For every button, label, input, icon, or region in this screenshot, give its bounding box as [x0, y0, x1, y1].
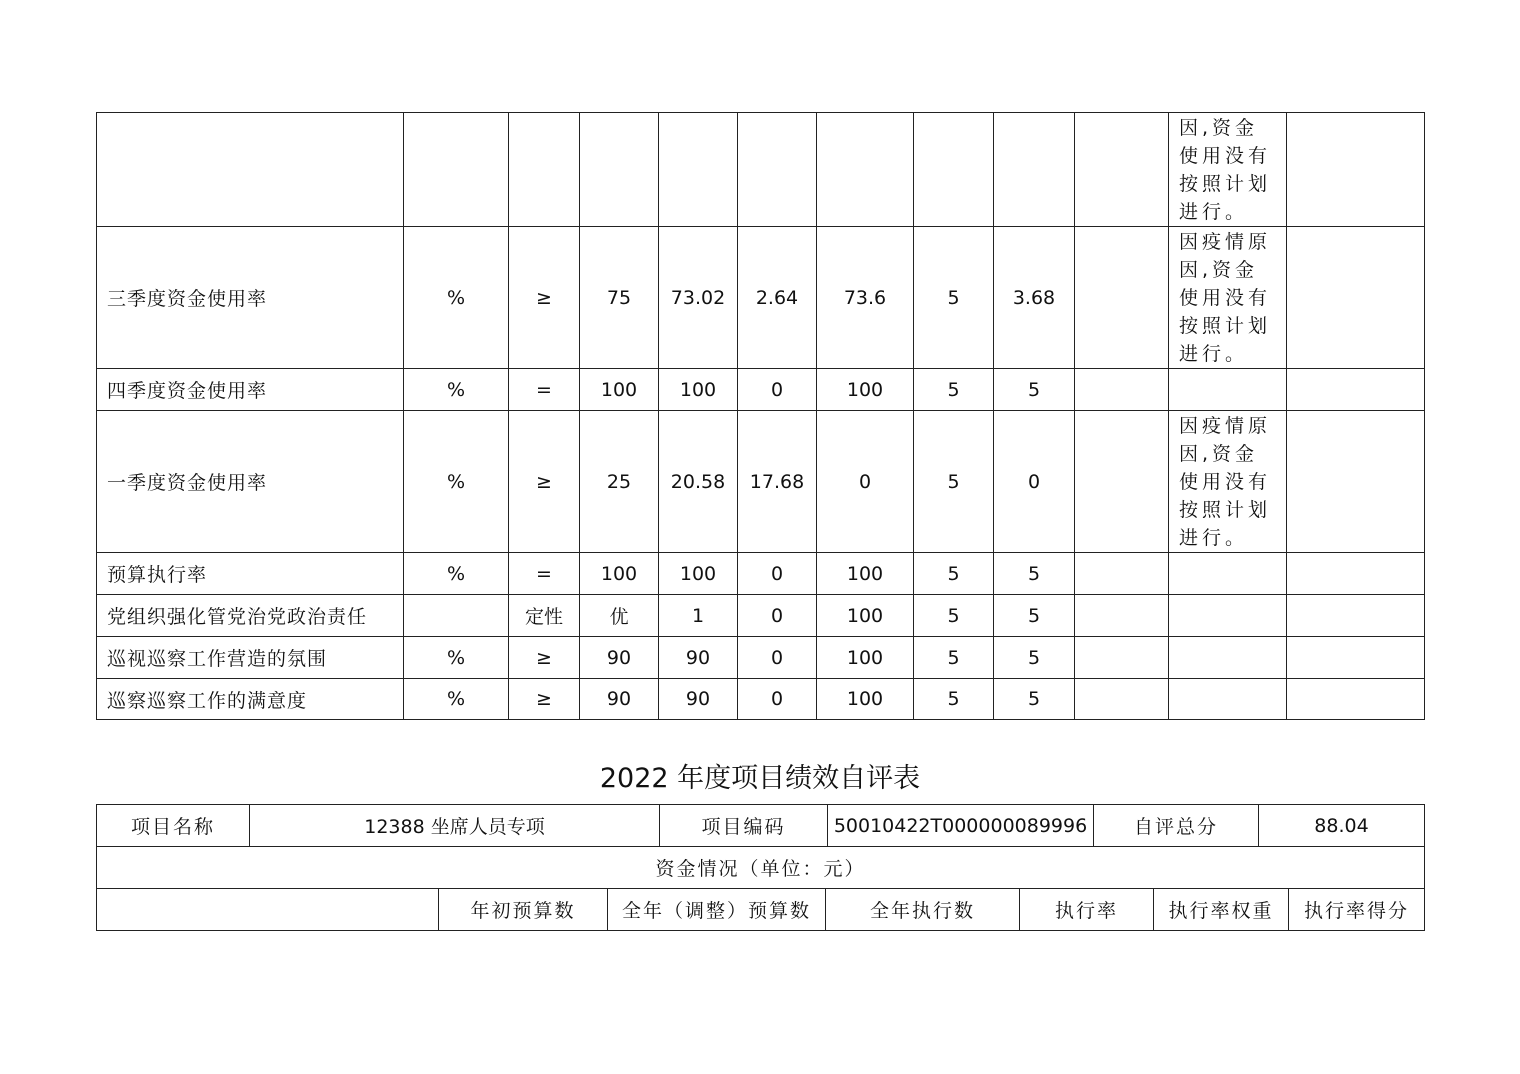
- target-cell: [580, 113, 659, 227]
- tail-cell: [1287, 637, 1425, 679]
- rate-cell: 0: [817, 411, 914, 553]
- extra-cell: [1075, 553, 1169, 595]
- actual-cell: 73.02: [659, 227, 738, 369]
- weight-cell: 5: [914, 595, 994, 637]
- score-cell: 5: [994, 637, 1075, 679]
- tail-cell: [1287, 113, 1425, 227]
- funds-column-rate: 执行率: [1020, 889, 1154, 931]
- unit-cell: [404, 595, 509, 637]
- funds-columns-row: [97, 889, 1425, 931]
- deviation-cell: 0: [738, 595, 817, 637]
- deviation-cell: [738, 113, 817, 227]
- unit-cell: %: [404, 553, 509, 595]
- rate-cell: [817, 113, 914, 227]
- target-cell: 优: [580, 595, 659, 637]
- indicator-cell: 四季度资金使用率: [97, 369, 404, 411]
- actual-cell: 90: [659, 637, 738, 679]
- rate-cell: 73.6: [817, 227, 914, 369]
- table-row: [97, 113, 1425, 227]
- indicator-cell: 一季度资金使用率: [97, 411, 404, 553]
- unit-cell: %: [404, 227, 509, 369]
- project-code-value: 50010422T000000089996: [828, 805, 1094, 847]
- tail-cell: [1287, 411, 1425, 553]
- actual-cell: 100: [659, 553, 738, 595]
- rate-cell: 100: [817, 369, 914, 411]
- deviation-cell: 17.68: [738, 411, 817, 553]
- indicator-cell: 巡察巡察工作的满意度: [97, 679, 404, 720]
- target-cell: 100: [580, 369, 659, 411]
- extra-cell: [1075, 113, 1169, 227]
- rate-cell: 100: [817, 637, 914, 679]
- operator-cell: ≥: [509, 679, 580, 720]
- table-row: [97, 553, 1425, 595]
- table-row: [97, 595, 1425, 637]
- note-cell: [1169, 553, 1287, 595]
- unit-cell: %: [404, 369, 509, 411]
- note-cell: 因,资金使用没有按照计划进行。: [1169, 113, 1287, 227]
- project-name-label: 项目名称: [97, 805, 250, 847]
- project-code-label: 项目编码: [660, 805, 828, 847]
- indicator-cell: 巡视巡察工作营造的氛围: [97, 637, 404, 679]
- tail-cell: [1287, 679, 1425, 720]
- unit-cell: %: [404, 679, 509, 720]
- rate-cell: 100: [817, 679, 914, 720]
- funds-column-adjusted-budget: 全年（调整）预算数: [608, 889, 826, 931]
- extra-cell: [1075, 595, 1169, 637]
- target-cell: 90: [580, 679, 659, 720]
- weight-cell: 5: [914, 553, 994, 595]
- score-cell: [994, 113, 1075, 227]
- extra-cell: [1075, 637, 1169, 679]
- actual-cell: 100: [659, 369, 738, 411]
- score-cell: 5: [994, 679, 1075, 720]
- table-row: [97, 227, 1425, 369]
- operator-cell: ≥: [509, 411, 580, 553]
- score-cell: 0: [994, 411, 1075, 553]
- tail-cell: [1287, 553, 1425, 595]
- deviation-cell: 2.64: [738, 227, 817, 369]
- weight-cell: 5: [914, 679, 994, 720]
- performance-indicator-table: [96, 112, 1425, 720]
- total-score-value: 88.04: [1259, 805, 1425, 847]
- actual-cell: 90: [659, 679, 738, 720]
- weight-cell: 5: [914, 227, 994, 369]
- note-cell: [1169, 637, 1287, 679]
- funds-column-rate-weight: 执行率权重: [1154, 889, 1289, 931]
- deviation-cell: 0: [738, 679, 817, 720]
- rate-cell: 100: [817, 595, 914, 637]
- target-cell: 75: [580, 227, 659, 369]
- operator-cell: =: [509, 553, 580, 595]
- operator-cell: ≥: [509, 227, 580, 369]
- note-cell: 因疫情原因,资金使用没有按照计划进行。: [1169, 411, 1287, 553]
- note-cell: [1169, 595, 1287, 637]
- project-name-value: 12388 坐席人员专项: [250, 805, 660, 847]
- unit-cell: [404, 113, 509, 227]
- unit-cell: %: [404, 411, 509, 553]
- extra-cell: [1075, 369, 1169, 411]
- indicator-cell: 党组织强化管党治党政治责任: [97, 595, 404, 637]
- indicator-cell: 三季度资金使用率: [97, 227, 404, 369]
- rate-cell: 100: [817, 553, 914, 595]
- table-row: [97, 637, 1425, 679]
- note-cell: [1169, 679, 1287, 720]
- deviation-cell: 0: [738, 553, 817, 595]
- actual-cell: [659, 113, 738, 227]
- form-title: 2022 年度项目绩效自评表: [599, 763, 921, 794]
- funds-column-blank: [97, 889, 439, 931]
- operator-cell: 定性: [509, 595, 580, 637]
- target-cell: 90: [580, 637, 659, 679]
- score-cell: 5: [994, 553, 1075, 595]
- funds-header-row: [97, 847, 1425, 889]
- weight-cell: [914, 113, 994, 227]
- funds-column-initial-budget: 年初预算数: [439, 889, 608, 931]
- funds-column-rate-score: 执行率得分: [1289, 889, 1425, 931]
- table-row: [97, 679, 1425, 720]
- tail-cell: [1287, 595, 1425, 637]
- score-cell: 5: [994, 369, 1075, 411]
- indicator-cell: 预算执行率: [97, 553, 404, 595]
- indicator-cell: [97, 113, 404, 227]
- operator-cell: =: [509, 369, 580, 411]
- deviation-cell: 0: [738, 369, 817, 411]
- unit-cell: %: [404, 637, 509, 679]
- target-cell: 25: [580, 411, 659, 553]
- actual-cell: 1: [659, 595, 738, 637]
- funds-column-executed: 全年执行数: [826, 889, 1020, 931]
- total-score-label: 自评总分: [1094, 805, 1259, 847]
- project-info-row: [97, 805, 1425, 847]
- note-cell: [1169, 369, 1287, 411]
- funds-table: [96, 888, 1425, 931]
- funds-header: 资金情况（单位：元）: [97, 847, 1425, 889]
- deviation-cell: 0: [738, 637, 817, 679]
- extra-cell: [1075, 679, 1169, 720]
- score-cell: 5: [994, 595, 1075, 637]
- table-row: [97, 411, 1425, 553]
- actual-cell: 20.58: [659, 411, 738, 553]
- score-cell: 3.68: [994, 227, 1075, 369]
- extra-cell: [1075, 411, 1169, 553]
- project-info-table: [96, 804, 1425, 889]
- weight-cell: 5: [914, 369, 994, 411]
- tail-cell: [1287, 227, 1425, 369]
- table-row: [97, 369, 1425, 411]
- extra-cell: [1075, 227, 1169, 369]
- weight-cell: 5: [914, 637, 994, 679]
- target-cell: 100: [580, 553, 659, 595]
- operator-cell: [509, 113, 580, 227]
- note-cell: 因疫情原因,资金使用没有按照计划进行。: [1169, 227, 1287, 369]
- tail-cell: [1287, 369, 1425, 411]
- operator-cell: ≥: [509, 637, 580, 679]
- weight-cell: 5: [914, 411, 994, 553]
